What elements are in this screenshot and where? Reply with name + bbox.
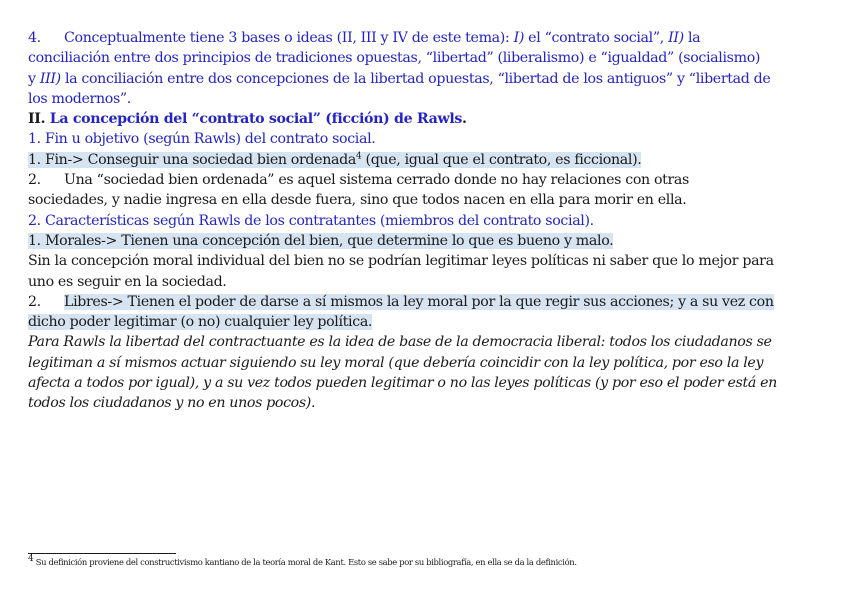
libres-line-1: 2. Libres-> Tienen el poder de darse a sí mismos la ley moral por la que regir sus acciones; y a su vez con <box>28 293 774 310</box>
section-roman: II. <box>28 111 46 128</box>
fin-heading: 1. Fin u objetivo (según Rawls) del contrato social. <box>28 131 376 148</box>
footnote <box>28 554 577 567</box>
footnote-mark: 4 <box>28 554 34 565</box>
footnote-divider <box>28 553 176 554</box>
point-4-number: 4. <box>28 30 41 46</box>
point-4-line-1: 4. Conceptualmente tiene 3 bases o ideas (II, III y IV de este tema): I) el “contrato social”, II) la <box>28 28 818 48</box>
para-rawls-line-4: todos los ciudadanos y no en unos pocos). <box>28 395 316 412</box>
sociedad-line-2: sociedades, y nadie ingresa en ella desde fuera, sino que todos nacen en ella para morir en ella. <box>28 192 687 209</box>
caracteristicas-heading: 2. Características según Rawls de los contratantes (miembros del contrato social). <box>28 212 594 229</box>
sin-line-1: Sin la concepción moral individual del bien no se podrían legitimar leyes políticas ni saber que lo mejor para <box>28 253 774 270</box>
para-rawls-line-2: legitiman a sí mismos actuar siguiendo su ley moral (que debería coincidir con la ley política, por eso la ley <box>28 354 764 371</box>
fin-line: 1. Fin-> Conseguir una sociedad bien ordenada$^4$ (que, igual que el contrato, es ficcional). <box>28 151 642 168</box>
morales-line: 1. Morales-> Tienen una concepción del bien, que determine lo que es bueno y malo. <box>28 232 614 249</box>
para-rawls-line-3: afecta a todos por igual), y a su vez todos pueden legitimar o no las leyes políticas (y por eso el poder está en <box>28 375 777 392</box>
section-heading: II. La concepción del “contrato social” (ficción) de Rawls. <box>28 111 467 128</box>
para-rawls-line-1: Para Rawls la libertad del contractuante es la idea de base de la democracia liberal: todos los ciudadanos se <box>28 334 772 351</box>
point-4-line-4: los modernos”. <box>28 90 131 107</box>
sin-line-2: uno es seguir en la sociedad. <box>28 273 227 290</box>
sociedad-line-1: 2. Una “sociedad bien ordenada” es aquel sistema cerrado donde no hay relaciones con otras <box>28 172 689 189</box>
footnote-text: Su definición proviene del constructivismo kantiano de la teoría moral de Kant. Esto se sabe por su bibliografía, en ella se da la definición. <box>33 557 577 567</box>
section-title: La concepción del “contrato social” (ficción) de Rawls <box>49 111 462 128</box>
point-4-line-3: y III) la conciliación entre dos concepciones de la libertad opuestas, “libertad de los antiguos” y “libertad de <box>28 70 771 87</box>
libres-line-2: dicho poder legitimar (o no) cualquier ley política. <box>28 314 373 331</box>
footnote-ref[interactable]: 4 <box>355 151 362 162</box>
document-body <box>28 28 818 414</box>
point-4-line-2: conciliación entre dos principios de tradiciones opuestas, “libertad” (liberalismo) e “igualdad” (socialismo) <box>28 50 761 67</box>
